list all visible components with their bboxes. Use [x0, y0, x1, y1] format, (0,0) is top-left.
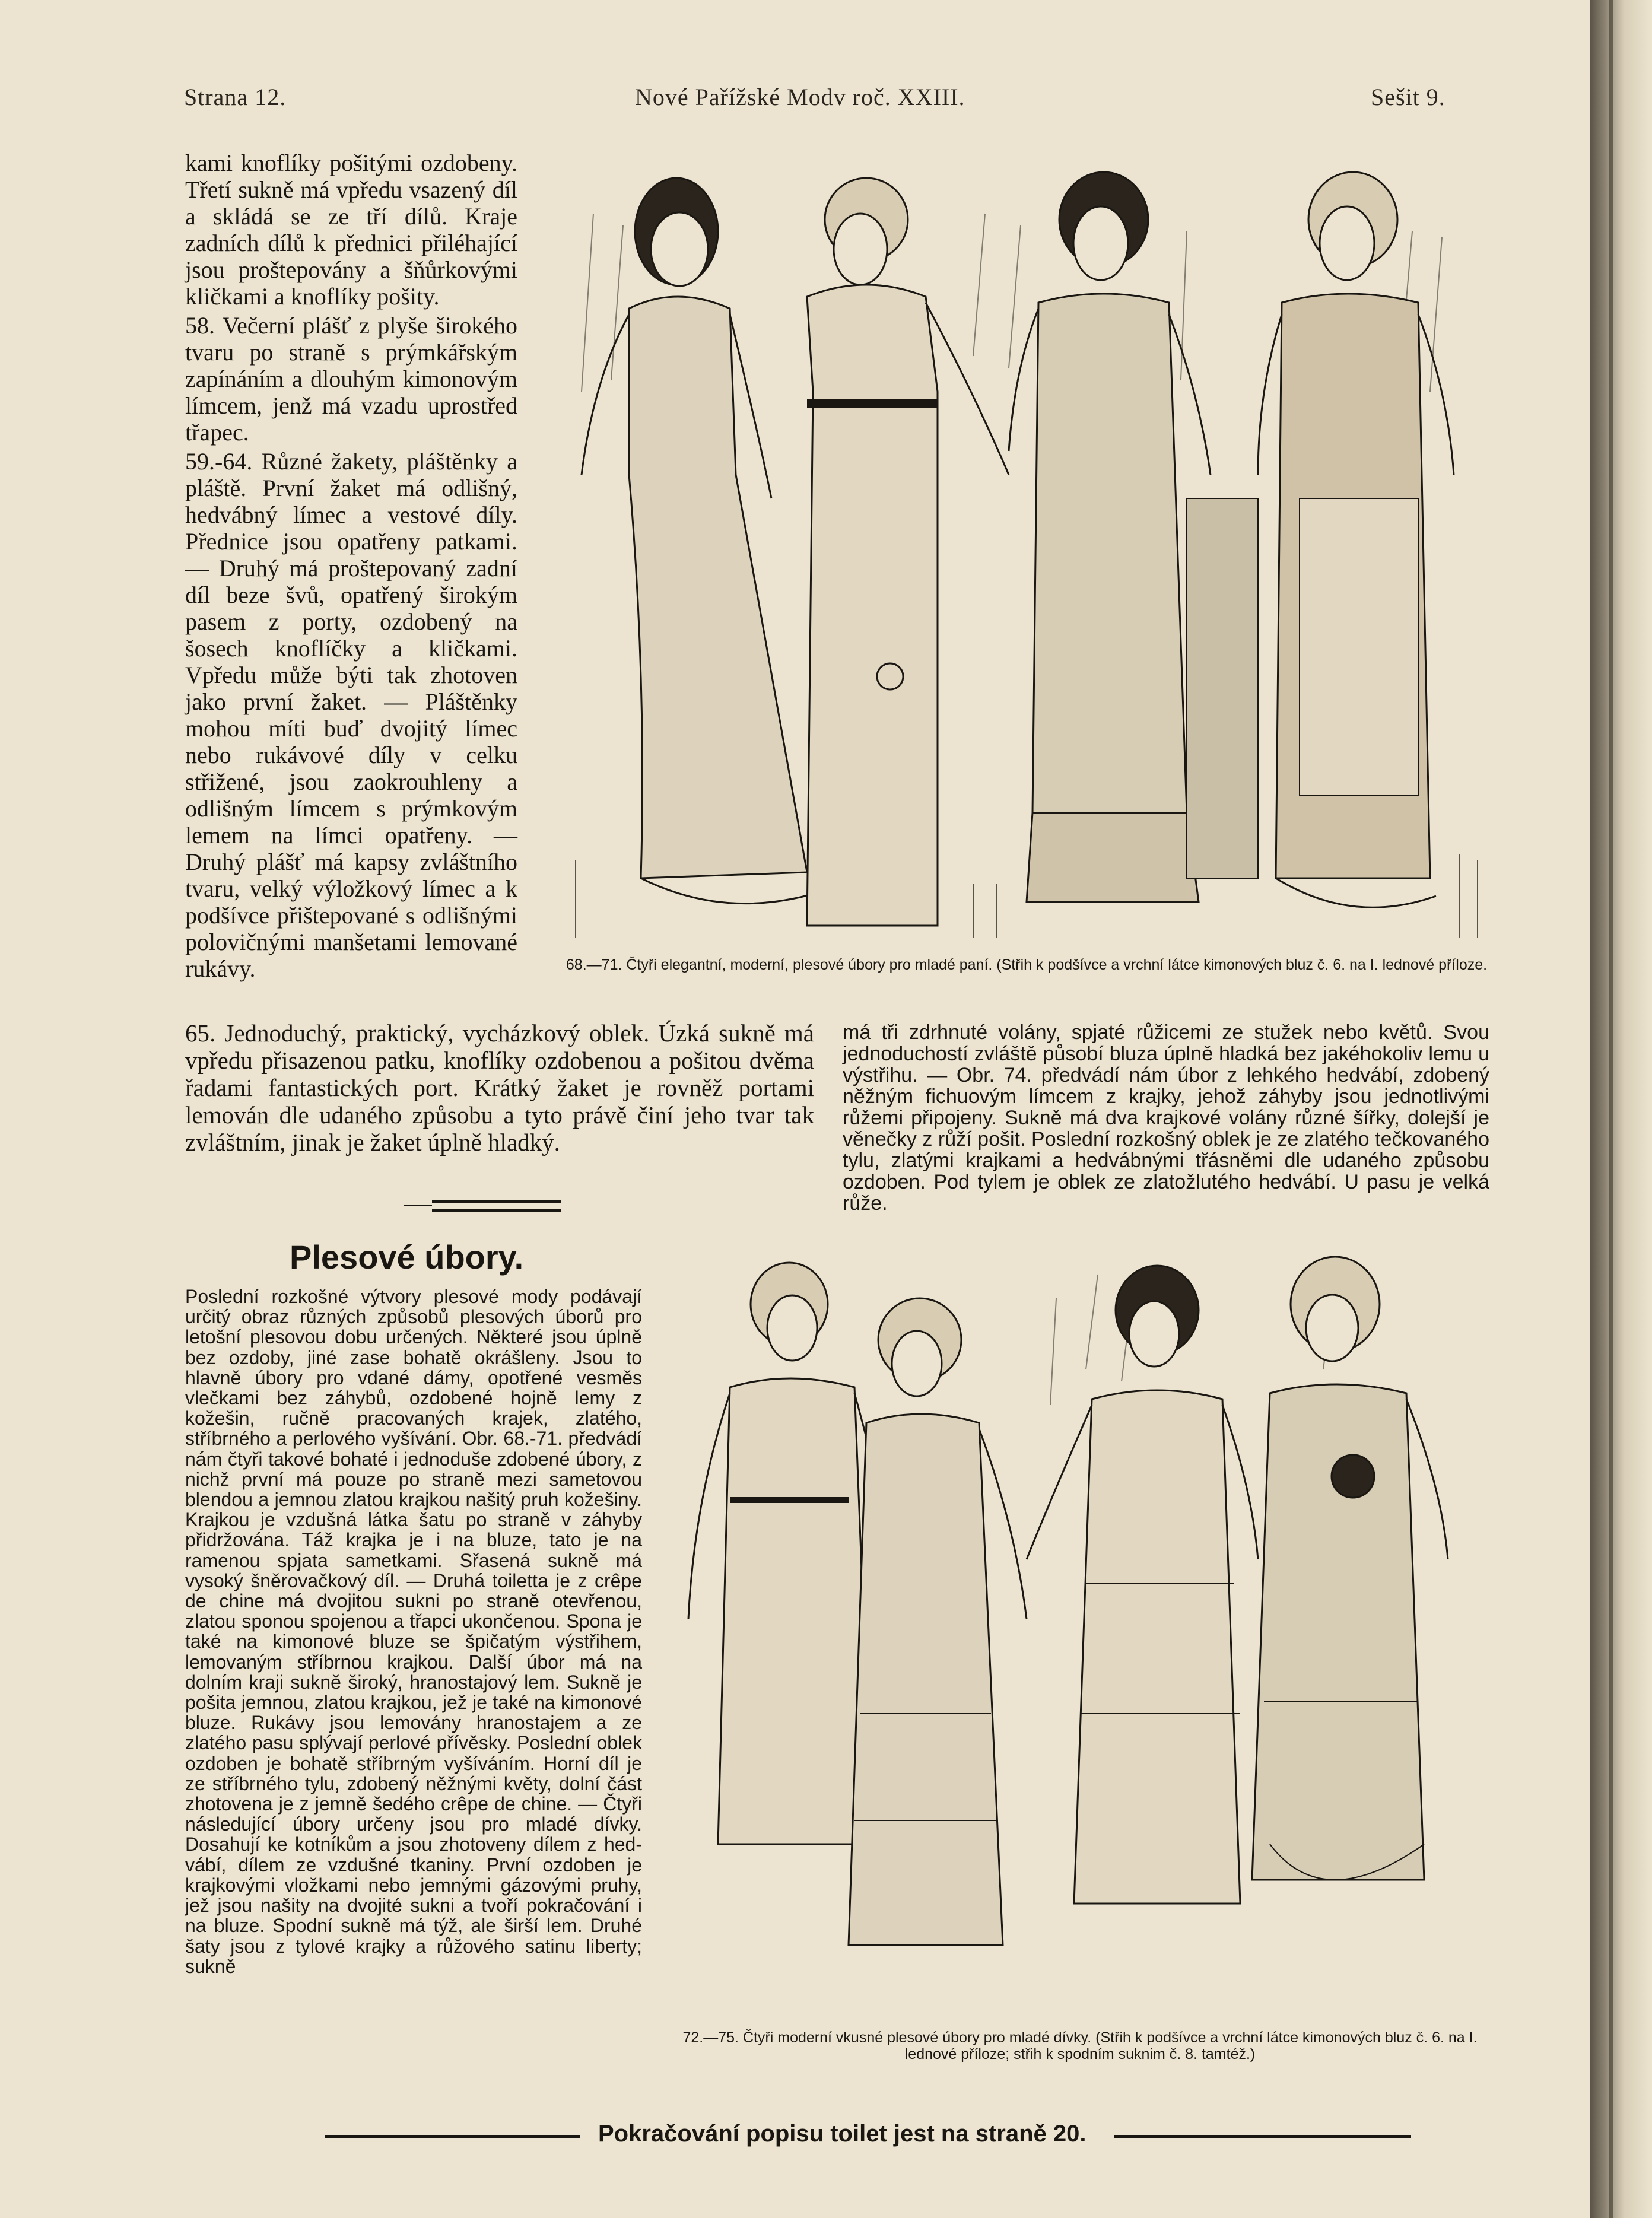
divider-thin — [404, 1205, 432, 1206]
text-column-item-65: 65. Jednoduchý, praktický, vycházkový oblek. Úzká sukně má vpředu přisazenou patku, knoflíky ozdobenou a pošitou dvěma řadami fantastických port. Krátký žaket je rovněž portami lemován dle udaného způsobu a tyto právě činí jeho tvar tak zvláštním, jinak je žaket úplně hladký. — [185, 1019, 814, 1156]
footer-text: Pokračování popisu toilet jest na straně 20. — [598, 2121, 1086, 2147]
gown-70 — [1009, 172, 1258, 902]
fashion-plate-top — [558, 142, 1489, 943]
gown-74 — [1027, 1266, 1258, 1904]
gown-68 — [582, 178, 843, 904]
gown-71 — [1258, 172, 1454, 907]
running-title: Nové Pařížské Modv roč. XXIII. — [635, 84, 965, 110]
section-title: Plesové úbory. — [290, 1238, 524, 1276]
paragraph: 59.-64. Různé žakety, pláštěnky a pláště. První žaket má odlišný, hedvábný límec a vestové díly. Přednice jsou opatřeny patkami. — Druhý má proštepovaný zadní díl beze švů, opatřený širokým pasem z porty, ozdobený na šosech knoflíčky a kličkami. Vpředu může býti tak zhotoven jako první žaket. — Pláštěnky mohou míti buď dvojitý límec nebo rukávové díly v celku střižené, jsou zaokrouhleny a odlišným límcem s prýmkovým lemem na límci opatřeny. — Druhý plášť má kapsy zvláštního tvaru, velký výložkový límec a k podšívce přištepované s odlišnými polovičnými manšetami lemované rukávy. — [185, 448, 517, 982]
paragraph: 58. Večerní plášť z plyše širokého tvaru po straně s prýmkářským zapínáním a dlouhým kimonovým límcem, jenž má vzadu uprostřed třapec. — [185, 312, 517, 446]
illustration-girls-gowns-72-75 — [671, 1251, 1489, 2022]
illustration-evening-gowns-68-71 — [558, 142, 1489, 943]
text-column-left-top — [185, 150, 517, 984]
figure-caption-bottom: 72.—75. Čtyři moderní vkusné plesové úbory pro mladé dívky. (Střih k podšívce a vrchní látce kimonových bluz č. 6. na I. lednové příloze; střih k spodním suknim č. 8. tamtéž.) — [682, 2029, 1478, 2063]
paragraph: kami knoflíky pošitými ozdobeny. Třetí sukně má vpředu vsazený díl a skládá se ze tří dílů. Kraje zadních dílů k přednici přiléhající jsou proštepovány a šňůrkovými kličkami a knoflíky pošity. — [185, 150, 517, 310]
page-number: Strana 12. — [184, 84, 287, 110]
footer-continuation-note — [325, 2121, 1512, 2150]
fashion-plate-bottom — [671, 1251, 1489, 2022]
footer-rule-left — [325, 2135, 580, 2138]
text-column-right-continuation: má tři zdrhnuté volány, spjaté růžicemi ze stužek nebo květů. Svou jednoduchostí zvláště působí bluza úplně hladká bez jakéhokoliv lemu u výstřihu. — Obr. 74. předvádí nám úbor z lehkého hedvábí, zdobený něžným fichuovým límcem z krajky, jehož záhyby jsou jednotlivými růžemi připojeny. Sukně má dva krajkové volány různé šířky, dolejší je věnečky z růží pošit. Poslední rozkošný oblek je ze zlatého tečkovaného tylu, zlatými krajkami a hedvábnými třásněmi dle udaného způsobu ozdoben. Pod tylem je oblek ze zlatožlutého hedvábí. U pasu je velká růže. — [843, 1021, 1489, 1215]
binding-line — [1609, 0, 1613, 2218]
gown-73 — [849, 1298, 1027, 1945]
footer-rule-right — [1114, 2135, 1411, 2138]
page-edge-shadow — [1590, 0, 1652, 2218]
text-column-ball-gowns: Poslední rozkošné výtvory plesové mody podávají určitý obraz různých způsobů plesových úborů pro letošní plesovou dobu určených. Některé jsou úplně bez ozdoby, jiné zase bohatě okrášleny. Jsou to hlavně úbory pro vdané dámy, opotřené vesměs vlečkami bez záhybů, ozdobené hojně lemy z kožešin, ručně pracovaných krajek, zlatého, stříbrného a perlového vyšívání. Obr. 68.-71. předvádí nám čtyři takové bohaté i jednoduše zdobené úbory, z nichž první má pouze po straně mezi sametovou blendou a jemnou zlatou krajkou našitý pruh kožešiny. Krajkou je vzdušná látka šatu po straně v záhyby přidržována. Táž krajka je i na bluze, tato je na ramenou spjata sametkami. Sřasená sukně má vysoký šněrovačkový díl. — Druhá toiletta je z crêpe de chine má dvojitou sukni po straně otevřenou, zlatou sponou spojenou a třapci ukončenou. Spona je také na kimonové bluze se špičatým výstřihem, lemovaným stříbrnou krajkou. Další úbor má na dolním kraji sukně široký, hranostajový lem. Sukně je pošita jemnou, zlatou krajkou, jež je také na kimonové bluze. Rukávy jsou lemovány hranostajem a ze zlatého pasu splývají perlové přívěsky. Poslední oblek ozdoben je bohatě stříbrným vyšíváním. Horní díl je ze stříbrného tylu, zdobený něžnými květy, dolní část zhotovena je z jemně šedého crêpe de chine. — Čtyři následující úbory určeny jsou pro mladé dívky. Dosahují ke kotníkům a jsou zhotoveny dílem z hedvábí, dílem ze vzdušné tkaniny. První ozdoben je krajkovými vložkami nebo jemnými gázovými pruhy, jež jsou našity na dvojité sukni a tvoří pokračování i na bluze. Spodní sukně má týž, ale širší lem. Druhé šaty jsou z tylové krajky a růžového satinu liberty; sukně — [185, 1286, 642, 1977]
divider-double — [432, 1200, 561, 1212]
gown-75 — [1252, 1257, 1448, 1880]
issue-number: Sešit 9. — [1371, 84, 1446, 110]
figure-caption-top: 68.—71. Čtyři elegantní, moderní, plesové úbory pro mladé paní. (Střih k podšívce a vrchní látce kimonových bluz č. 6. na I. lednové příloze. — [566, 957, 1488, 973]
